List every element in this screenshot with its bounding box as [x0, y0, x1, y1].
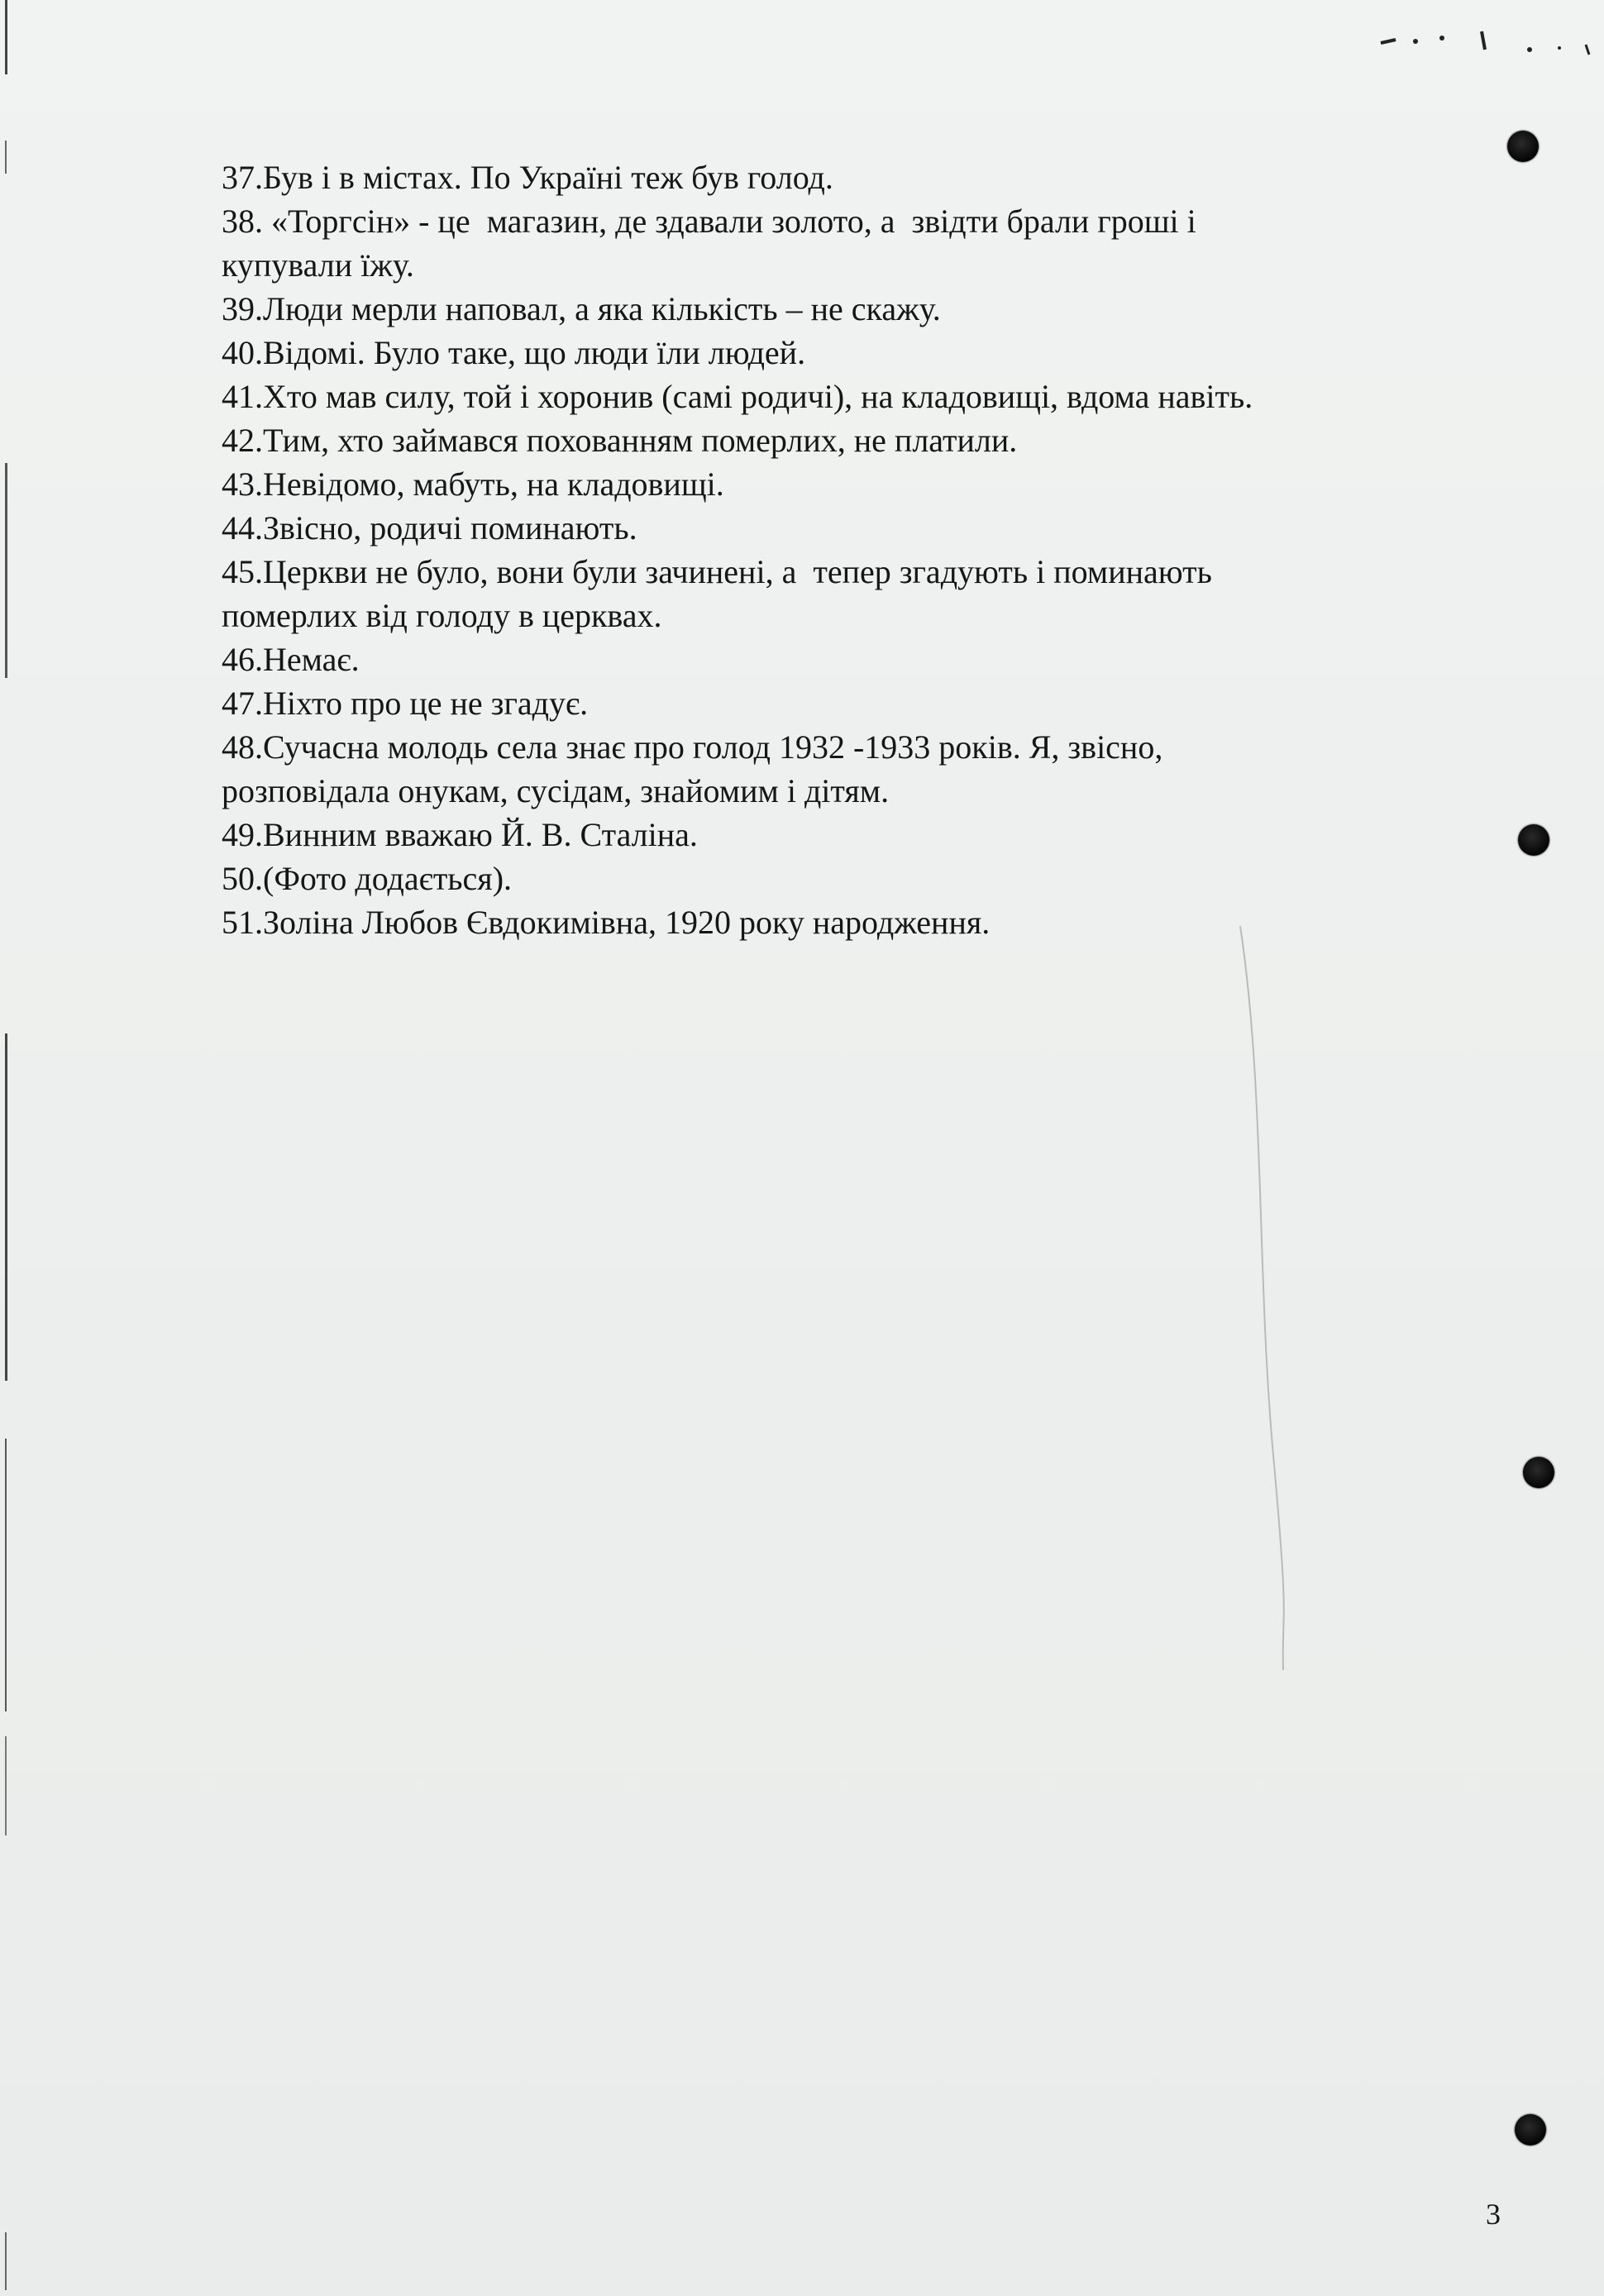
scan-edge-marks — [0, 0, 25, 2296]
text-line: 39.Люди мерли наповал, а яка кількість – не скажу. — [222, 290, 941, 327]
text-line: 43.Невідомо, мабуть, на кладовищі. — [222, 465, 724, 503]
text-line: 48.Сучасна молодь села знає про голод 1932 -1933 років. Я, звісно, — [222, 728, 1163, 766]
text-line: 46.Немає. — [222, 641, 360, 678]
text-line: померлих від голоду в церквах. — [222, 597, 662, 634]
text-line: 45.Церкви не було, вони були зачинені, а тепер згадують і поминають — [222, 553, 1212, 590]
punch-hole-4 — [1515, 2114, 1546, 2146]
page-number: 3 — [1486, 2198, 1501, 2231]
text-line: купували їжу. — [222, 246, 414, 284]
text-line: розповідала онукам, сусідам, знайомим і дітям. — [222, 772, 890, 809]
text-line: 50.(Фото додається). — [222, 860, 513, 897]
text-line: 44.Звісно, родичі поминають. — [222, 509, 637, 547]
punch-hole-2 — [1518, 824, 1549, 856]
text-line: 51.Золіна Любов Євдокимівна, 1920 року народження. — [222, 904, 991, 941]
text-line: 49.Винним вважаю Й. В. Сталіна. — [222, 816, 698, 853]
text-line: 41.Хто мав силу, той і хоронив (самі родичі), на кладовищі, вдома навіть. — [222, 378, 1253, 415]
punch-hole-1 — [1507, 131, 1539, 162]
text-line: 40.Відомі. Було таке, що люди їли людей. — [222, 334, 806, 371]
text-line: 47.Ніхто про це не згадує. — [222, 685, 589, 722]
text-line: 38. «Торгсін» - це магазин, де здавали золото, а звідти брали гроші і — [222, 203, 1196, 240]
punch-hole-3 — [1523, 1457, 1554, 1488]
paper-fold-crease — [1232, 926, 1298, 1670]
text-line: 42.Тим, хто займався похованням померлих, не платили. — [222, 422, 1018, 459]
top-margin-marks — [1372, 25, 1604, 66]
text-line: 37.Був і в містах. По Україні теж був голод. — [222, 159, 833, 196]
document-body — [222, 155, 1445, 944]
